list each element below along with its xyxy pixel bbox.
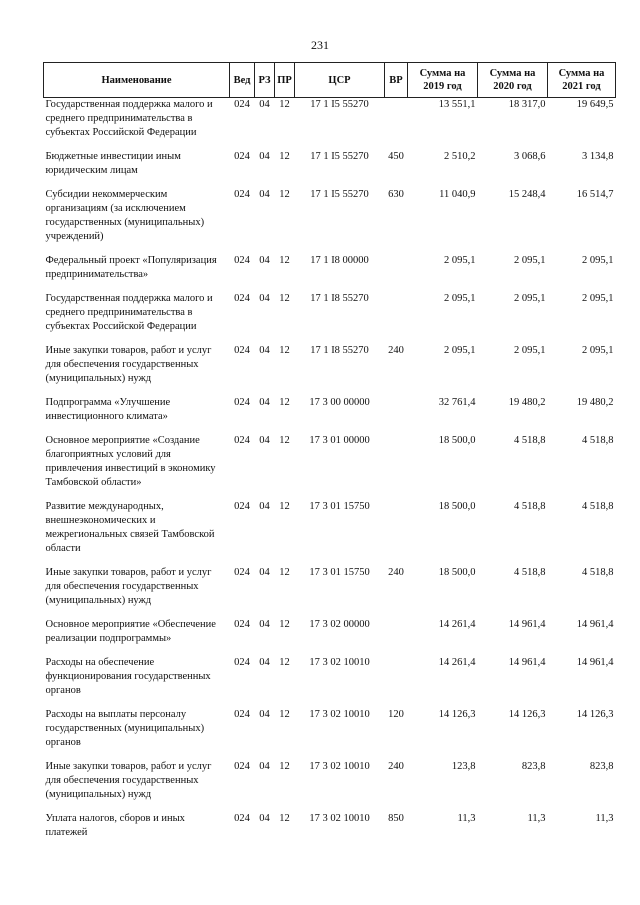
row-ved: 024: [234, 501, 250, 512]
row-vr: [385, 396, 408, 424]
row-sum-2019: 14 261,4: [438, 619, 476, 630]
row-sum-2019: 2 095,1: [444, 345, 476, 356]
row-vr: [385, 618, 408, 646]
row-ved: 024: [234, 761, 250, 772]
row-name: Уплата налогов, сборов и иных платежей: [45, 813, 185, 838]
row-spacer-cell: [44, 802, 616, 812]
row-pr: 12: [279, 397, 290, 408]
row-csr: 17 3 01 15750: [309, 501, 370, 512]
row-csr: 17 3 02 10010: [309, 657, 370, 668]
row-sum-2020: 3 068,6: [514, 151, 546, 162]
table-row: [44, 708, 616, 750]
table-row: [44, 760, 616, 802]
row-sum-2021: 4 518,8: [582, 567, 614, 578]
row-spacer: [44, 802, 616, 812]
row-sum-2019: 11,3: [457, 813, 476, 824]
table-row: [44, 344, 616, 386]
row-csr: 17 3 00 00000: [309, 397, 370, 408]
row-pr: 12: [279, 501, 290, 512]
row-ved: 024: [234, 435, 250, 446]
table-row: [44, 292, 616, 334]
row-spacer-cell: [44, 556, 616, 566]
header-ved: Вед: [230, 63, 255, 98]
table-row: [44, 812, 616, 840]
row-spacer-cell: [44, 140, 616, 150]
row-vr: 120: [388, 709, 404, 720]
row-spacer: [44, 698, 616, 708]
budget-table: [43, 62, 616, 840]
row-sum-2019: 2 510,2: [444, 151, 476, 162]
row-spacer: [44, 750, 616, 760]
row-pr: 12: [279, 813, 290, 824]
row-spacer-cell: [44, 646, 616, 656]
row-sum-2020: 823,8: [521, 761, 546, 772]
row-spacer-cell: [44, 334, 616, 344]
row-csr: 17 1 I8 55270: [310, 345, 369, 356]
row-pr: 12: [279, 619, 290, 630]
row-vr: 240: [388, 345, 404, 356]
row-pr: 12: [279, 657, 290, 668]
row-spacer-cell: [44, 424, 616, 434]
row-csr: 17 1 I8 00000: [310, 255, 369, 266]
row-sum-2021: 4 518,8: [582, 435, 614, 446]
row-pr: 12: [279, 255, 290, 266]
row-sum-2020: 4 518,8: [514, 435, 546, 446]
row-spacer: [44, 334, 616, 344]
row-spacer-cell: [44, 490, 616, 500]
header-sum-2019: Сумма на 2019 год: [408, 63, 478, 98]
row-sum-2021: 2 095,1: [582, 345, 614, 356]
row-name: Федеральный проект «Популяризация предпринимательства»: [45, 255, 217, 280]
header-rz: РЗ: [255, 63, 275, 98]
row-rz: 04: [259, 619, 270, 630]
row-spacer-cell: [44, 698, 616, 708]
row-vr: 240: [388, 567, 404, 578]
row-vr: [385, 98, 408, 141]
table-row: [44, 150, 616, 178]
header-sum-2020: Сумма на 2020 год: [478, 63, 548, 98]
row-pr: 12: [279, 189, 290, 200]
row-vr: 850: [388, 813, 404, 824]
row-sum-2021: 14 961,4: [576, 657, 614, 668]
row-name: Расходы на обеспечение функционирования государственных органов: [45, 657, 211, 696]
row-spacer: [44, 178, 616, 188]
row-name: Иные закупки товаров, работ и услуг для обеспечения государственных (муниципальных) нужд: [45, 761, 212, 800]
row-rz: 04: [259, 397, 270, 408]
row-ved: 024: [234, 151, 250, 162]
row-spacer: [44, 386, 616, 396]
table-row: [44, 656, 616, 698]
row-sum-2021: 19 649,5: [576, 99, 614, 110]
table-row: [44, 434, 616, 490]
row-rz: 04: [259, 255, 270, 266]
row-rz: 04: [259, 435, 270, 446]
table-row: [44, 618, 616, 646]
row-sum-2019: 18 500,0: [438, 567, 476, 578]
row-sum-2020: 14 961,4: [508, 619, 546, 630]
row-csr: 17 3 01 00000: [309, 435, 370, 446]
row-spacer-cell: [44, 178, 616, 188]
row-csr: 17 3 02 10010: [309, 709, 370, 720]
row-spacer: [44, 244, 616, 254]
row-vr: [385, 500, 408, 556]
row-pr: 12: [279, 99, 290, 110]
header-vr: ВР: [385, 63, 408, 98]
row-sum-2019: 11 040,9: [439, 189, 476, 200]
row-ved: 024: [234, 99, 250, 110]
table-row: [44, 254, 616, 282]
row-ved: 024: [234, 397, 250, 408]
row-csr: 17 1 I5 55270: [310, 189, 369, 200]
row-sum-2021: 19 480,2: [576, 397, 614, 408]
row-name: Основное мероприятие «Создание благоприятных условий для привлечения инвестиций в экономику Тамбовской области»: [45, 435, 216, 488]
row-sum-2021: 3 134,8: [582, 151, 614, 162]
row-rz: 04: [259, 567, 270, 578]
row-ved: 024: [234, 813, 250, 824]
row-csr: 17 1 I5 55270: [310, 151, 369, 162]
row-sum-2020: 14 961,4: [508, 657, 546, 668]
row-spacer: [44, 608, 616, 618]
row-csr: 17 1 I8 55270: [310, 293, 369, 304]
row-spacer-cell: [44, 244, 616, 254]
row-rz: 04: [259, 345, 270, 356]
table-body: [44, 98, 616, 841]
row-rz: 04: [259, 189, 270, 200]
row-ved: 024: [234, 567, 250, 578]
row-sum-2020: 18 317,0: [508, 99, 546, 110]
row-csr: 17 3 02 10010: [309, 761, 370, 772]
row-rz: 04: [259, 99, 270, 110]
header-sum-2021: Сумма на 2021 год: [548, 63, 616, 98]
row-sum-2019: 123,8: [451, 761, 476, 772]
row-spacer: [44, 490, 616, 500]
row-ved: 024: [234, 345, 250, 356]
row-vr: [385, 292, 408, 334]
row-sum-2019: 18 500,0: [438, 435, 476, 446]
row-spacer-cell: [44, 386, 616, 396]
row-pr: 12: [279, 435, 290, 446]
row-sum-2021: 4 518,8: [582, 501, 614, 512]
row-sum-2021: 14 961,4: [576, 619, 614, 630]
row-vr: [385, 434, 408, 490]
row-spacer: [44, 282, 616, 292]
row-ved: 024: [234, 293, 250, 304]
row-sum-2020: 4 518,8: [514, 501, 546, 512]
row-name: Иные закупки товаров, работ и услуг для обеспечения государственных (муниципальных) нужд: [45, 567, 212, 606]
table-row: [44, 566, 616, 608]
header-name: Наименование: [44, 63, 230, 98]
row-rz: 04: [259, 761, 270, 772]
row-ved: 024: [234, 255, 250, 266]
row-rz: 04: [259, 657, 270, 668]
row-name: Бюджетные инвестиции иным юридическим лицам: [45, 151, 181, 176]
row-sum-2020: 4 518,8: [514, 567, 546, 578]
row-sum-2021: 11,3: [595, 813, 614, 824]
row-sum-2019: 18 500,0: [438, 501, 476, 512]
row-sum-2020: 2 095,1: [514, 293, 546, 304]
row-spacer: [44, 424, 616, 434]
row-vr: 240: [388, 761, 404, 772]
table-row: [44, 396, 616, 424]
row-csr: 17 3 02 10010: [309, 813, 370, 824]
row-vr: 630: [388, 189, 404, 200]
row-sum-2019: 13 551,1: [438, 99, 476, 110]
row-spacer: [44, 646, 616, 656]
row-sum-2020: 15 248,4: [508, 189, 546, 200]
row-pr: 12: [279, 567, 290, 578]
row-name: Государственная поддержка малого и среднего предпринимательства в субъектах Российской Федерации: [45, 293, 213, 332]
row-rz: 04: [259, 501, 270, 512]
row-spacer: [44, 556, 616, 566]
row-spacer-cell: [44, 282, 616, 292]
row-vr: 450: [388, 151, 404, 162]
table-header-row: [44, 63, 616, 98]
row-pr: 12: [279, 345, 290, 356]
page-number: 231: [311, 38, 329, 52]
row-spacer-cell: [44, 608, 616, 618]
row-csr: 17 3 01 15750: [309, 567, 370, 578]
row-sum-2021: 2 095,1: [582, 293, 614, 304]
row-sum-2020: 19 480,2: [508, 397, 546, 408]
row-ved: 024: [234, 657, 250, 668]
row-spacer: [44, 140, 616, 150]
row-pr: 12: [279, 709, 290, 720]
row-pr: 12: [279, 293, 290, 304]
row-sum-2019: 2 095,1: [444, 293, 476, 304]
row-name: Подпрограмма «Улучшение инвестиционного климата»: [45, 397, 171, 422]
table-row: [44, 188, 616, 244]
row-rz: 04: [259, 151, 270, 162]
row-sum-2021: 14 126,3: [576, 709, 614, 720]
row-pr: 12: [279, 151, 290, 162]
row-name: Иные закупки товаров, работ и услуг для обеспечения государственных (муниципальных) нужд: [45, 345, 212, 384]
row-sum-2019: 2 095,1: [444, 255, 476, 266]
row-name: Субсидии некоммерческим организациям (за исключением государственных (муниципальных) учреждений): [45, 189, 205, 242]
table-row: [44, 98, 616, 141]
row-name: Расходы на выплаты персоналу государственных (муниципальных) органов: [45, 709, 205, 748]
header-pr: ПР: [275, 63, 295, 98]
row-name: Основное мероприятие «Обеспечение реализации подпрограммы»: [45, 619, 216, 644]
row-sum-2020: 2 095,1: [514, 255, 546, 266]
row-sum-2019: 14 126,3: [438, 709, 476, 720]
row-sum-2021: 16 514,7: [576, 189, 614, 200]
row-name: Развитие международных, внешнеэкономических и межрегиональных связей Тамбовской области: [45, 501, 215, 554]
row-sum-2020: 2 095,1: [514, 345, 546, 356]
row-rz: 04: [259, 813, 270, 824]
header-csr: ЦСР: [295, 63, 385, 98]
row-spacer-cell: [44, 750, 616, 760]
row-name: Государственная поддержка малого и среднего предпринимательства в субъектах Российской Федерации: [45, 99, 213, 138]
row-sum-2019: 14 261,4: [438, 657, 476, 668]
row-sum-2019: 32 761,4: [438, 397, 476, 408]
row-sum-2021: 2 095,1: [582, 255, 614, 266]
row-rz: 04: [259, 293, 270, 304]
row-csr: 17 1 I5 55270: [310, 99, 369, 110]
row-ved: 024: [234, 619, 250, 630]
row-csr: 17 3 02 00000: [309, 619, 370, 630]
row-sum-2020: 14 126,3: [508, 709, 546, 720]
row-ved: 024: [234, 189, 250, 200]
row-vr: [385, 656, 408, 698]
row-vr: [385, 254, 408, 282]
table-row: [44, 500, 616, 556]
row-rz: 04: [259, 709, 270, 720]
row-sum-2020: 11,3: [527, 813, 546, 824]
row-sum-2021: 823,8: [589, 761, 614, 772]
row-pr: 12: [279, 761, 290, 772]
row-ved: 024: [234, 709, 250, 720]
